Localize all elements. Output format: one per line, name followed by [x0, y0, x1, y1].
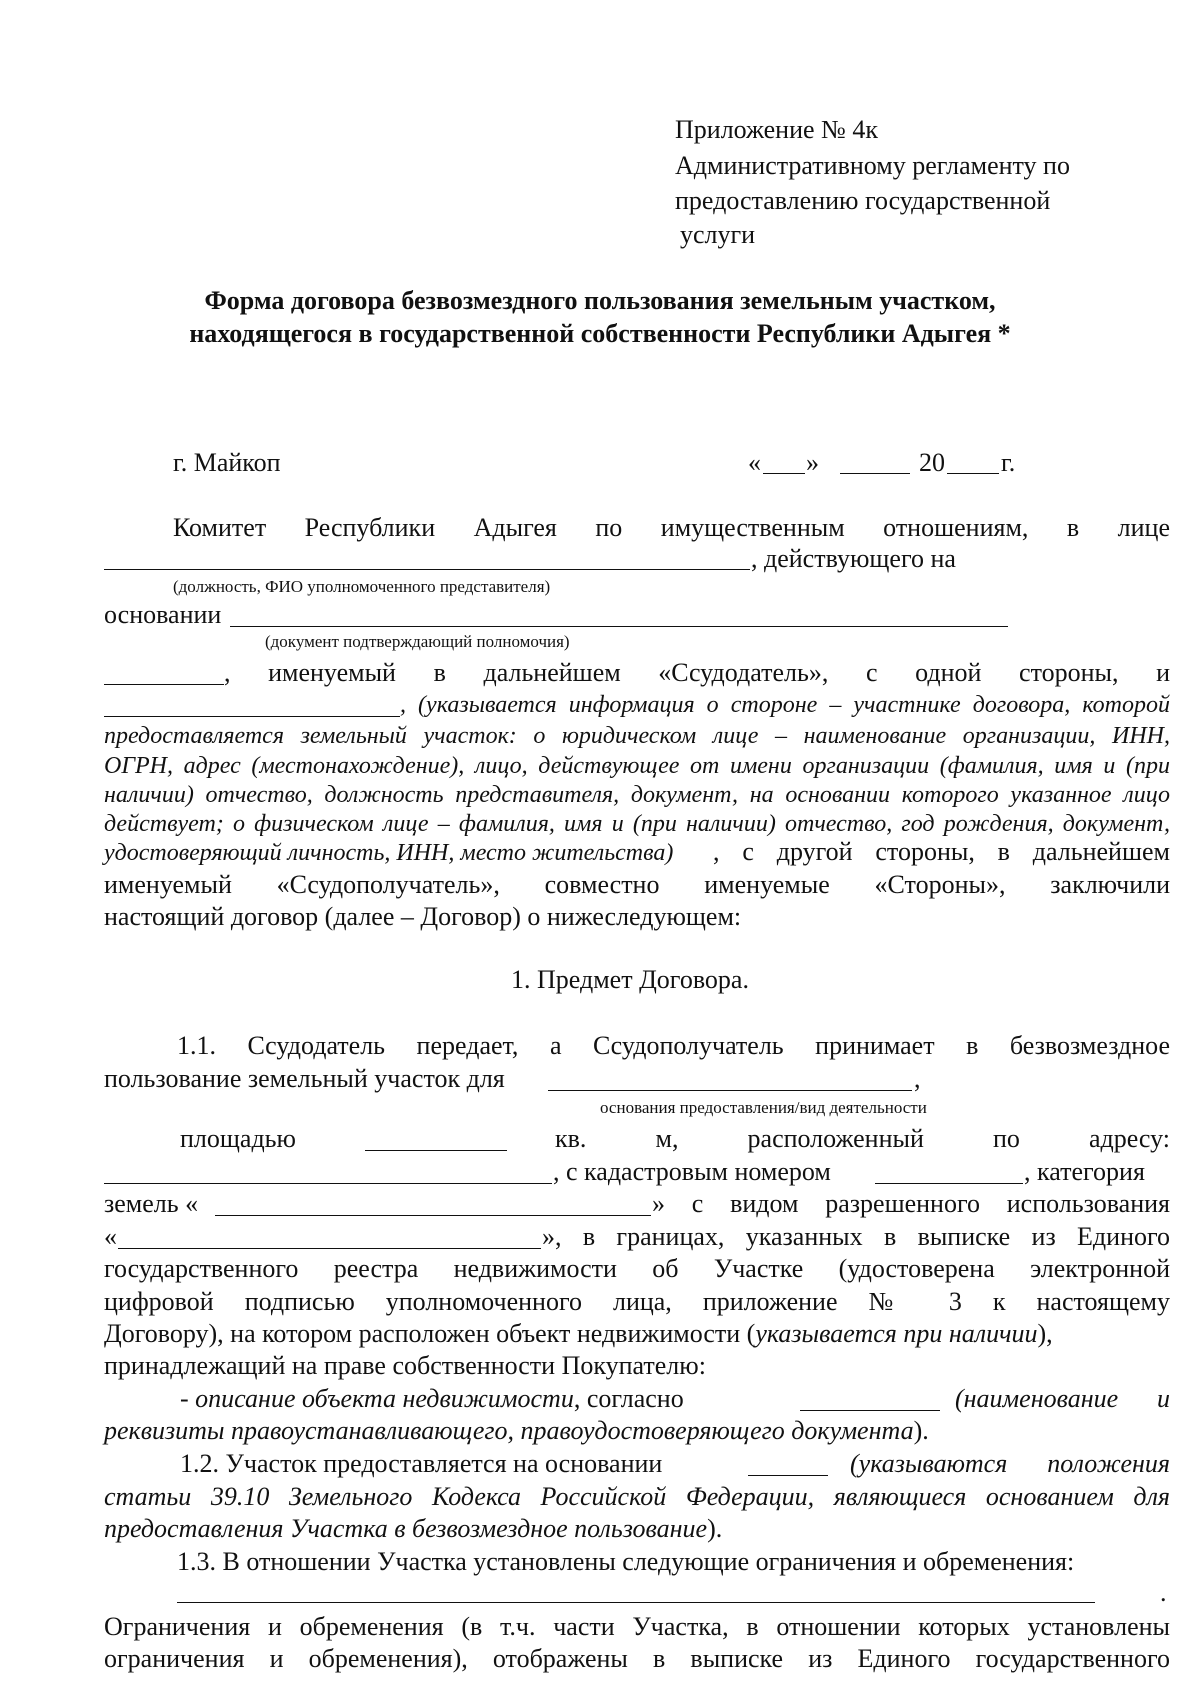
object-line-2-italic: реквизиты правоустанавливающего, правоудостоверяющего документа — [104, 1416, 914, 1445]
cadastral-blank — [875, 1183, 1023, 1184]
address-blank — [104, 1183, 552, 1184]
parties-line-12: настоящий договор (далее – Договор) о нижеследующем: — [104, 902, 742, 931]
object-line-1 — [180, 1383, 684, 1415]
registry-line-4: принадлежащий на праве собственности Покупателю: — [104, 1351, 706, 1380]
area-blank — [365, 1150, 507, 1151]
year-blank — [947, 473, 999, 474]
registry-line-3-italic: указывается при наличии — [755, 1319, 1038, 1348]
clause-1-2-line-2: статьи 39.10 Земельного Кодекса Российской Федерации, являющиеся основанием для — [104, 1482, 1170, 1511]
clause-1-1-line-1: 1.1. Ссудодатель передает, а Ссудополучатель принимает в безвозмездное — [177, 1031, 1170, 1060]
city: г. Майкоп — [173, 448, 281, 477]
registry-line-1: государственного реестра недвижимости об Участке (удостоверена электронной — [104, 1254, 1170, 1283]
appendix-line-1: Приложение № 4к — [675, 115, 878, 144]
clause-1-2-blank — [748, 1475, 828, 1476]
object-line-2-tail: ). — [913, 1416, 929, 1445]
clause-1-2-italic: (указываются положения — [850, 1449, 1170, 1478]
document-title-line-2: находящегося в государственной собственности Республики Адыгея * — [189, 319, 1011, 348]
parties-line-9: действует; о физическом лице – фамилия, имя и (при наличии) отчество, год рождения, документ, — [104, 811, 1170, 837]
parties-line-2-tail: , действующего на — [751, 544, 956, 573]
clause-1-2-line-3 — [104, 1513, 722, 1545]
land-category-blank — [215, 1215, 651, 1216]
appendix-line-2: Административному регламенту по — [675, 151, 1070, 180]
parties-line-8: наличии) отчество, должность представителя, документ, на основании которого указанное лицо — [104, 782, 1170, 808]
parties-line-10-tail: , с другой стороны, в дальнейшем — [713, 837, 1170, 866]
registry-line-3-tail: ), — [1037, 1319, 1053, 1348]
year-prefix: 20 — [919, 448, 945, 477]
clause-1-2-head: 1.2. Участок предоставляется на основании — [180, 1449, 663, 1478]
object-line-1-italic-tail: (наименование и — [955, 1384, 1170, 1413]
representative-blank — [104, 569, 750, 570]
registry-line-3 — [104, 1318, 1170, 1350]
object-description: описание объекта недвижимости — [195, 1384, 574, 1413]
parties-line-4: , именуемый в дальнейшем «Ссудодатель», с одной стороны, и — [224, 658, 1170, 687]
category-label: , категория — [1024, 1157, 1145, 1186]
caption-basis: основания предоставления/вид деятельности — [600, 1098, 927, 1117]
purpose-blank — [548, 1090, 912, 1091]
parties-line-5: , (указывается информация о стороне – участнике договора, которой — [400, 692, 1170, 718]
title-doc-blank — [800, 1410, 940, 1411]
basis-blank — [230, 626, 1008, 627]
parties-line-6: предоставляется земельный участок: о юридическом лице – наименование организации, ИНН, — [104, 723, 1170, 749]
object-according: , согласно — [573, 1384, 684, 1413]
clause-1-2-line-3-italic: предоставления Участка в безвозмездное пользование — [104, 1514, 708, 1543]
parties-line-10-italic: удостоверяющий личность, ИНН, место жительства) — [104, 840, 674, 866]
basis-label: основании — [104, 600, 222, 629]
registry-line-3-head: Договору), на котором расположен объект недвижимости ( — [104, 1319, 756, 1348]
month-blank — [840, 473, 910, 474]
cadastral-label: , с кадастровым номером — [553, 1157, 831, 1186]
permitted-use-label: » с видом разрешенного использования — [652, 1189, 1170, 1218]
day-blank — [763, 473, 805, 474]
object-dash: - — [180, 1384, 196, 1413]
parties-line-7: ОГРН, адрес (местонахождение), лицо, действующее от имени организации (фамилия, имя и (при — [104, 753, 1170, 779]
encumbrances-line-1: Ограничения и обременения (в т.ч. части Участка, в отношении которых установлены — [104, 1612, 1170, 1641]
lender-blank — [104, 684, 224, 685]
date-quote-open: « — [748, 448, 761, 477]
clause-1-2-line-3-tail: ). — [707, 1514, 723, 1543]
borrower-blank — [104, 716, 400, 717]
year-suffix: г. — [1001, 448, 1016, 477]
appendix-line-3: предоставлению государственной — [675, 186, 1051, 215]
parties-line-11: именуемый «Ссудополучатель», совместно именуемые «Стороны», заключили — [104, 870, 1170, 899]
section-1-heading: 1. Предмет Договора. — [511, 965, 749, 994]
area-label: площадью — [180, 1124, 296, 1153]
caption-authority-doc: (документ подтверждающий полномочия) — [265, 632, 570, 651]
caption-representative: (должность, ФИО уполномоченного представителя) — [173, 577, 551, 596]
land-category-head: земель « — [104, 1189, 199, 1218]
encumbrances-line-2: ограничения и обременения), отображены в выписке из Единого государственного — [104, 1644, 1170, 1673]
boundaries-text: », в границах, указанных в выписке из Единого — [542, 1222, 1170, 1251]
encumbrances-blank — [177, 1602, 1095, 1603]
registry-line-2: цифровой подписью уполномоченного лица, приложение № 3 к настоящему — [104, 1287, 1170, 1316]
document-title-line-1: Форма договора безвозмездного пользования земельным участком, — [204, 286, 996, 315]
object-line-2 — [104, 1415, 929, 1447]
encumbrances-dot: . — [1160, 1578, 1167, 1607]
parties-line-1: Комитет Республики Адыгея по имущественным отношениям, в лице — [173, 513, 1170, 542]
date-quote-close: » — [806, 448, 819, 477]
permitted-use-head: « — [104, 1222, 117, 1251]
clause-1-1-line-2: пользование земельный участок для — [104, 1064, 505, 1093]
clause-1-1-comma: , — [914, 1064, 921, 1093]
appendix-line-4: услуги — [680, 220, 756, 249]
permitted-use-blank — [118, 1248, 541, 1249]
clause-1-3: 1.3. В отношении Участка установлены следующие ограничения и обременения: — [177, 1547, 1075, 1576]
area-unit-address: кв. м, расположенный по адресу: — [555, 1124, 1170, 1153]
